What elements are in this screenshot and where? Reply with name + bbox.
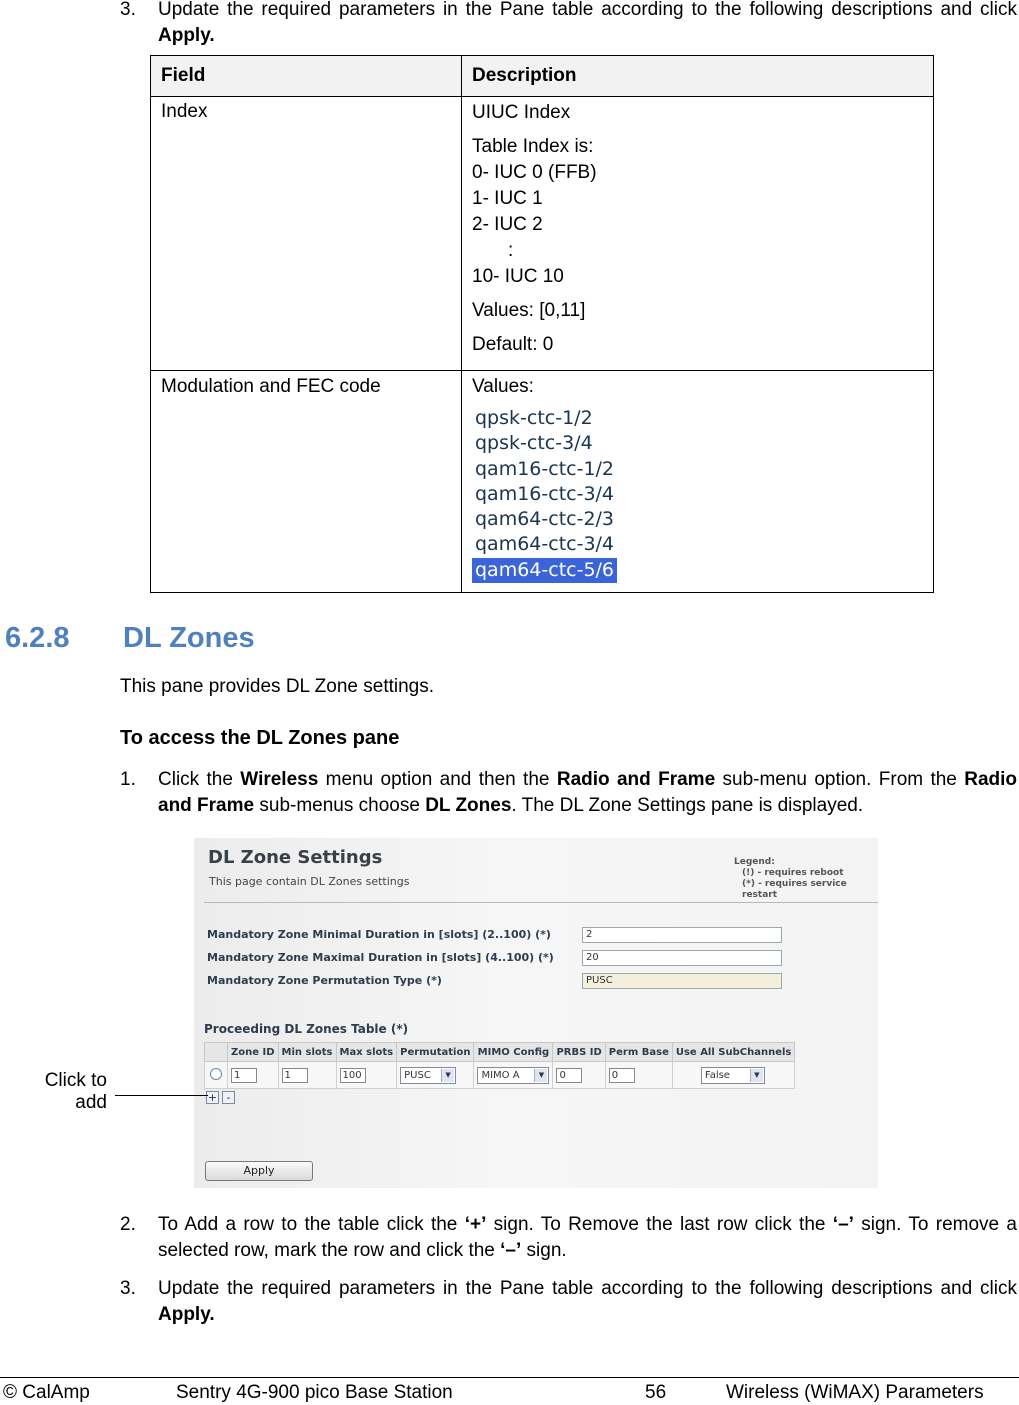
callout-label [20, 1070, 107, 1114]
step-keyword: Radio and Frame [556, 769, 716, 790]
modulation-options-list [472, 406, 923, 583]
option-item: qam64-ctc-2/3 [475, 508, 615, 531]
field-cell [151, 97, 462, 371]
field-cell [151, 371, 462, 593]
section-intro: This pane provides DL Zone settings. [120, 676, 435, 697]
footer-divider [0, 1377, 1019, 1378]
permutation-type-field: PUSC [582, 973, 782, 989]
section-number: 6.2.8 [5, 622, 70, 654]
prbs-id-input[interactable]: 0 [556, 1068, 582, 1083]
add-row-button[interactable]: + [207, 1091, 218, 1104]
field-label: Mandatory Zone Minimal Duration in [slots] (2..100) (*) [207, 928, 551, 941]
legend-item: (!) - requires reboot [742, 868, 844, 878]
zone-id-input[interactable]: 1 [231, 1068, 257, 1083]
option-item: qpsk-ctc-1/2 [475, 407, 593, 429]
max-slots-input[interactable]: 100 [340, 1068, 366, 1083]
step-keyword: ‘–’ [500, 1240, 522, 1261]
step-keyword: ‘+’ [464, 1214, 487, 1235]
step-keyword: DL Zones [425, 795, 512, 816]
field-modulation: Modulation and FEC code [161, 376, 381, 397]
chevron-down-icon: ▼ [441, 1069, 454, 1082]
desc-default: Default: 0 [472, 334, 554, 355]
header-field: Field [151, 56, 462, 97]
row-radio[interactable] [210, 1068, 222, 1080]
description-cell [462, 97, 934, 371]
col-header: Use All SubChannels [672, 1043, 795, 1062]
step-text: sub-menu option. From the [715, 769, 965, 790]
apply-button[interactable]: Apply [205, 1161, 313, 1181]
legend-title: Legend: [734, 857, 775, 867]
apply-keyword: Apply. [158, 1304, 215, 1325]
apply-keyword: Apply. [158, 25, 215, 46]
step-text: Update the required parameters in the Pane table according to the following descriptions and click [158, 1278, 1017, 1299]
step-number: 1. [120, 769, 136, 790]
step-number: 2. [120, 1214, 136, 1235]
step-text: sign. To remove a selected row, mark the row and click the [158, 1214, 1017, 1261]
chevron-down-icon: ▼ [750, 1069, 763, 1082]
desc-line: Table Index is: [472, 136, 594, 157]
perm-base-input[interactable]: 0 [609, 1068, 635, 1083]
col-header: PRBS ID [553, 1043, 605, 1062]
step-text: menu option and then the [318, 769, 557, 790]
section-title: DL Zones [123, 622, 255, 654]
desc-line: 1- IUC 1 [472, 188, 543, 209]
col-header: Perm Base [605, 1043, 672, 1062]
dl-zone-settings-screenshot [194, 838, 878, 1188]
desc-line: 0- IUC 0 (FFB) [472, 162, 597, 183]
col-header: MIMO Config [474, 1043, 553, 1062]
option-item: qam16-ctc-3/4 [475, 482, 615, 505]
parameter-table [150, 55, 934, 593]
chevron-down-icon: ▼ [534, 1069, 547, 1082]
legend-item: (*) - requires service restart [742, 879, 847, 900]
select-value: PUSC [404, 1069, 431, 1081]
step-text: Click the [158, 769, 241, 790]
step-keyword: Radio and Frame [158, 769, 1018, 816]
min-duration-input[interactable]: 2 [582, 927, 782, 943]
footer-page-number: 56 [645, 1382, 667, 1403]
footer-section: Wireless (WiMAX) Parameters [726, 1382, 984, 1403]
option-item-selected: qam64-ctc-5/6 [472, 558, 617, 583]
max-duration-input[interactable]: 20 [582, 950, 782, 966]
desc-line: : [508, 240, 514, 261]
zones-table [204, 1042, 795, 1089]
table-row [151, 371, 934, 593]
table-header-row [151, 56, 934, 97]
step-text: sign. [521, 1240, 567, 1261]
field-index: Index [161, 101, 208, 122]
step-text: sub-menus choose [254, 795, 426, 816]
callout-pointer [115, 1095, 208, 1096]
description-cell [462, 371, 934, 593]
zones-table-title: Proceeding DL Zones Table (*) [204, 1022, 409, 1036]
footer-copyright: © CalAmp [3, 1382, 90, 1403]
footer-product: Sentry 4G-900 pico Base Station [176, 1382, 453, 1403]
desc-values-label: Values: [472, 376, 534, 397]
screenshot-title: DL Zone Settings [208, 847, 383, 868]
step-text: . The DL Zone Settings pane is displayed. [511, 795, 864, 816]
step-keyword: Wireless [240, 769, 319, 790]
desc-line: 2- IUC 2 [472, 214, 543, 235]
permutation-select[interactable] [400, 1067, 456, 1084]
col-header: Min slots [278, 1043, 336, 1062]
step-text: Update the required parameters in the Pane table according to the following descriptions and click [158, 0, 1017, 20]
step-number: 3. [120, 1278, 136, 1299]
desc-line: 10- IUC 10 [472, 266, 564, 287]
desc-line: UIUC Index [472, 102, 571, 123]
screenshot-subtitle: This page contain DL Zones settings [209, 875, 410, 888]
divider [204, 902, 878, 903]
option-item: qam16-ctc-1/2 [475, 457, 615, 480]
step-number: 3. [120, 0, 136, 20]
zones-table-header [205, 1043, 795, 1062]
col-header: Zone ID [228, 1043, 279, 1062]
step-text: sign. To Remove the last row click the [486, 1214, 833, 1235]
field-label: Mandatory Zone Permutation Type (*) [207, 974, 442, 987]
step-keyword: ‘–’ [832, 1214, 854, 1235]
option-item: qpsk-ctc-3/4 [475, 432, 593, 455]
option-item: qam64-ctc-3/4 [475, 533, 615, 556]
callout-line: add [75, 1092, 107, 1113]
table-row [151, 97, 934, 371]
select-value: False [704, 1069, 730, 1081]
callout-line: Click to [44, 1070, 107, 1091]
use-all-subchannels-select[interactable] [701, 1067, 765, 1084]
col-header: Permutation [397, 1043, 474, 1062]
min-slots-input[interactable]: 1 [282, 1068, 308, 1083]
header-description: Description [462, 56, 934, 97]
table-row [205, 1062, 795, 1089]
desc-values: Values: [0,11] [472, 300, 586, 321]
legend [734, 857, 878, 901]
subheading: To access the DL Zones pane [120, 727, 400, 749]
mimo-select[interactable] [477, 1067, 549, 1084]
col-header: Max slots [336, 1043, 397, 1062]
step-text: To Add a row to the table click the [158, 1214, 465, 1235]
remove-row-button[interactable]: - [222, 1091, 235, 1104]
select-value: MIMO A [481, 1069, 520, 1081]
field-label: Mandatory Zone Maximal Duration in [slots] (4..100) (*) [207, 951, 554, 964]
